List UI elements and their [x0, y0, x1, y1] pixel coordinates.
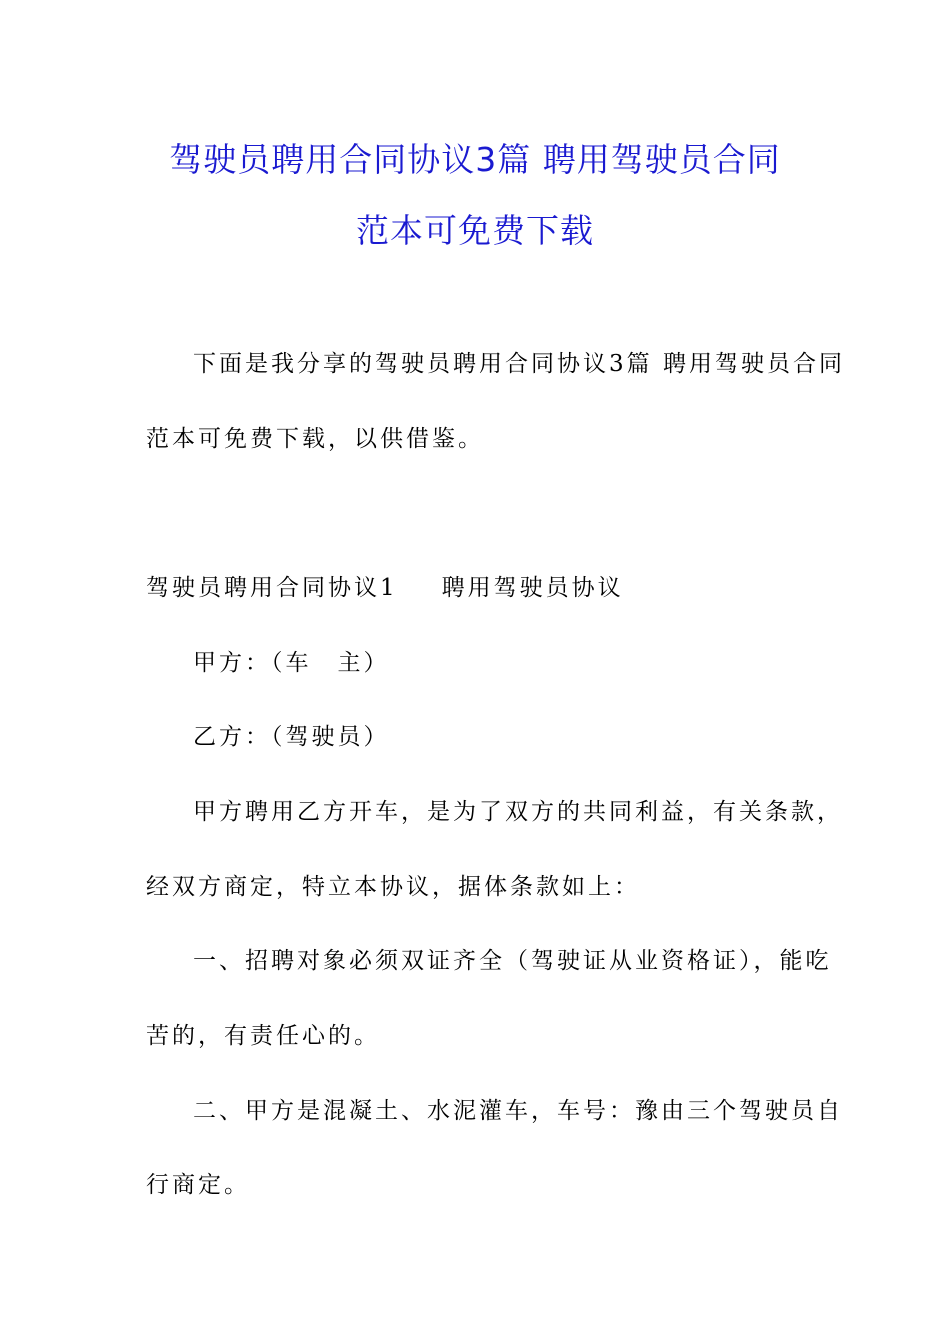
intro-paragraph-line-1: 下面是我分享的驾驶员聘用合同协议3篇 聘用驾驶员合同 [193, 351, 845, 377]
clause-2-line-1: 二、甲方是混凝土、水泥灌车，车号：豫由三个驾驶员自 [193, 1098, 843, 1124]
document-title-line-2: 范本可免费下载 [356, 211, 594, 250]
section-heading-agreement-title: 聘用驾驶员协议 [441, 575, 624, 601]
clause-1-line-2: 苦的，有责任心的。 [146, 1023, 380, 1049]
intro-paragraph-line-2: 范本可免费下载，以供借鉴。 [146, 426, 484, 452]
clause-1-line-1: 一、招聘对象必须双证齐全（驾驶证从业资格证），能吃 [193, 948, 832, 974]
paragraph-1-line-2: 经双方商定，特立本协议，据体条款如上： [146, 874, 640, 900]
party-a-line: 甲方：（车 主） [193, 650, 390, 676]
document-title-line-1: 驾驶员聘用合同协议3篇 聘用驾驶员合同 [169, 140, 781, 179]
section-heading-contract-title: 驾驶员聘用合同协议1 [146, 575, 398, 601]
clause-2-line-2: 行商定。 [146, 1172, 250, 1198]
section-heading [146, 569, 624, 602]
paragraph-1-line-1: 甲方聘用乙方开车，是为了双方的共同利益，有关条款， [193, 799, 843, 825]
party-b-line: 乙方：（驾驶员） [193, 724, 390, 750]
